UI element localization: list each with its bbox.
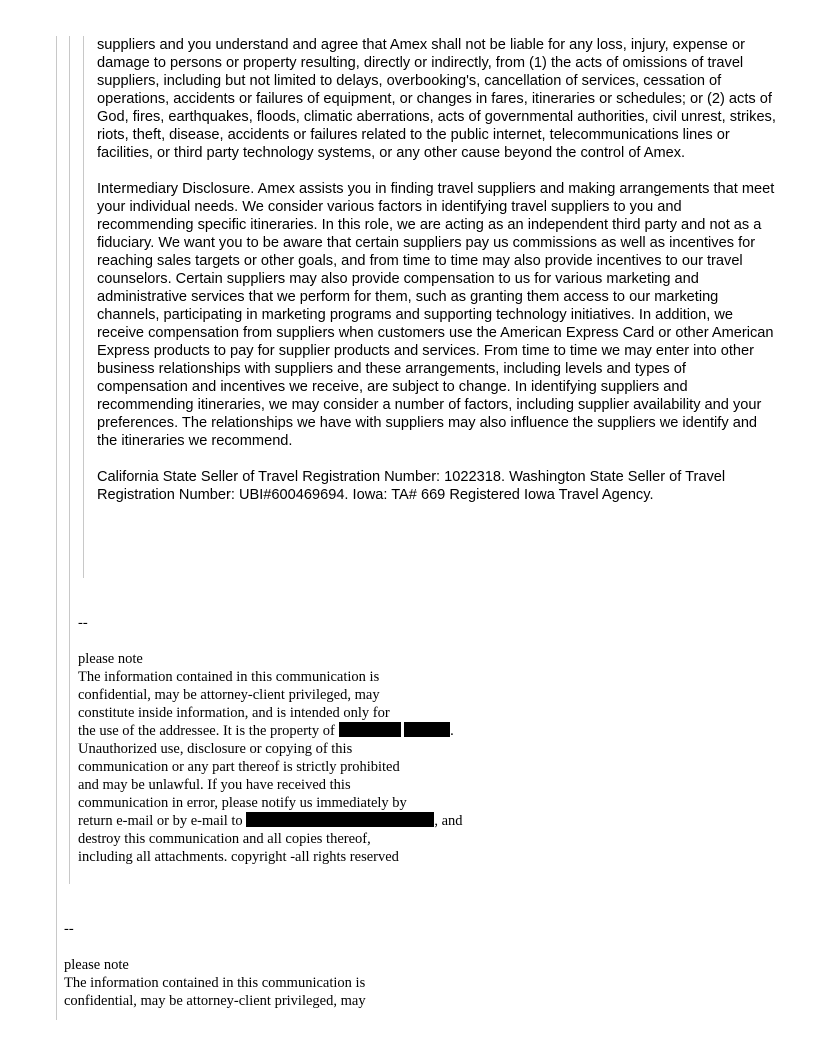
disclaimer-line: Unauthorized use, disclosure or copying of this (78, 741, 353, 757)
disclaimer-line: the use of the addressee. It is the property of . (78, 723, 454, 739)
redacted-email-address (246, 812, 434, 827)
quote-bar-outer (56, 36, 57, 1020)
disclaimer-line: including all attachments. copyright -all rights reserved (78, 849, 399, 865)
redacted-company-name-2 (404, 722, 450, 737)
disclaimer-line: please note (64, 957, 129, 973)
disclaimer-line: communication in error, please notify us immediately by (78, 795, 407, 811)
signature-disclaimer-1 (78, 614, 518, 866)
disclaimer-line: The information contained in this communication is (64, 975, 366, 991)
quote-bar-middle (69, 36, 70, 884)
signature-disclaimer-2 (64, 920, 504, 1010)
disclaimer-line: please note (78, 651, 143, 667)
liability-paragraph: suppliers and you understand and agree that Amex shall not be liable for any loss, injury, expense or damage to persons or property resulting, directly or indirectly, from (1) the acts of omissions of travel suppliers, including but not limited to delays, overbooking's, cancellation of services, cessation of operations, accidents or failures of equipment, or changes in fares, itineraries or schedules; or (2) acts of God, fires, earthquakes, floods, climatic aberrations, acts of governmental authorities, civil unrest, strikes, riots, theft, disease, accidents or failures related to the public internet, telecommunications lines or facilities, or third party technology systems, or any other cause beyond the control of Amex. (97, 37, 776, 161)
disclaimer-line: confidential, may be attorney-client privileged, may (64, 993, 366, 1009)
signature-separator: -- (64, 921, 74, 937)
quoted-email-body (97, 36, 777, 522)
disclaimer-line: communication or any part thereof is strictly prohibited (78, 759, 400, 775)
disclaimer-line: The information contained in this communication is (78, 669, 380, 685)
disclaimer-line: confidential, may be attorney-client privileged, may (78, 687, 380, 703)
disclaimer-line: constitute inside information, and is intended only for (78, 705, 390, 721)
quote-bar-inner (83, 36, 84, 578)
signature-separator: -- (78, 615, 88, 631)
disclaimer-line: return e-mail or by e-mail to , and (78, 813, 463, 829)
registration-paragraph: California State Seller of Travel Registration Number: 1022318. Washington State Seller of Travel Registration Number: UBI#600469694. Iowa: TA# 669 Registered Iowa Travel Agency. (97, 469, 726, 503)
disclaimer-line: and may be unlawful. If you have received this (78, 777, 351, 793)
intermediary-disclosure-paragraph: Intermediary Disclosure. Amex assists you in finding travel suppliers and making arrangements that meet your individual needs. We consider various factors in identifying travel suppliers to you and recommending specific itineraries. In this role, we are acting as an independent third party and not as a fiduciary. We want you to be aware that certain suppliers pay us commissions as well as incentives for reaching sales targets or other goals, and from time to time may also provide incentives to our travel counselors. Certain suppliers may also provide compensation to us for various marketing and administrative services that we perform for them, such as granting them access to our marketing channels, participating in marketing programs and supporting technology initiatives. In addition, we receive compensation from suppliers when customers use the American Express Card or other American Express products to pay for supplier products and services. From time to time we may enter into other business relationships with suppliers and these arrangements, including levels and types of compensation and incentives we receive, are subject to change. In identifying suppliers and recommending itineraries, we may consider a number of factors, including supplier availability and your preferences. The relationships we have with suppliers may also influence the suppliers we identify and the itineraries we recommend. (97, 181, 775, 449)
disclaimer-line: destroy this communication and all copies thereof, (78, 831, 371, 847)
redacted-company-name (339, 722, 401, 737)
